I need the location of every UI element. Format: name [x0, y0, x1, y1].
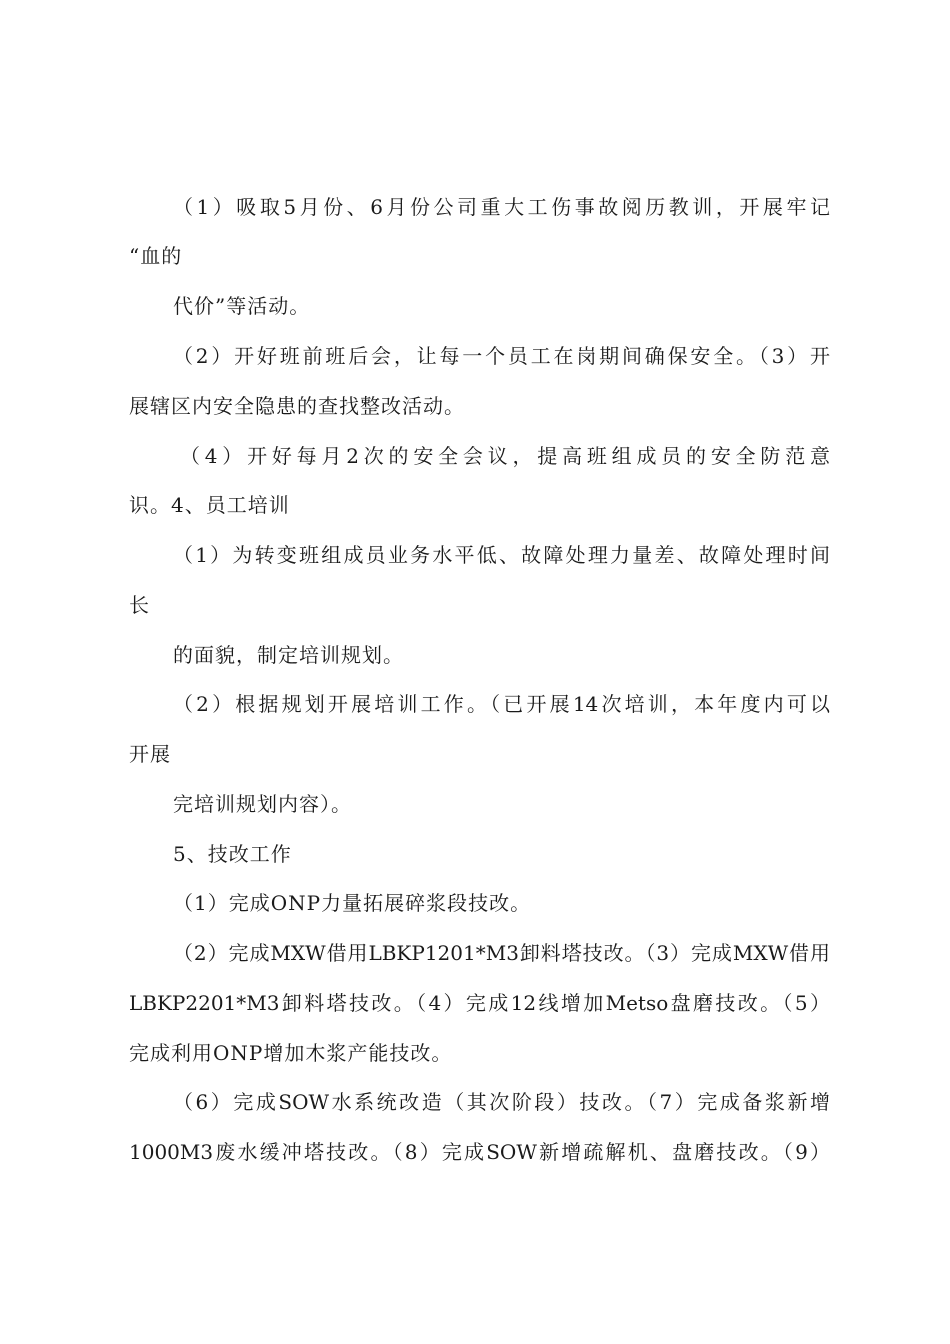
paragraph-line: “血的	[129, 244, 183, 268]
paragraph-line: （2）完成MXW借用LBKP1201*M3卸料塔技改。（3）完成MXW借用	[173, 941, 830, 965]
paragraph-line: 展辖区内安全隐患的查找整改活动。	[129, 394, 465, 418]
paragraph-line: LBKP2201*M3卸料塔技改。（4）完成12线增加Metso盘磨技改。（5）	[129, 991, 830, 1015]
paragraph-line: （1）为转变班组成员业务水平低、故障处理力量差、故障处理时间	[173, 543, 830, 567]
paragraph-line: （1）吸取5月份、6月份公司重大工伤事故阅历教训，开展牢记	[173, 195, 830, 219]
paragraph-line: 识。4、员工培训	[129, 493, 290, 517]
paragraph-line: （2）根据规划开展培训工作。（已开展14次培训，本年度内可以	[173, 692, 830, 716]
paragraph-line: 的面貌，制定培训规划。	[173, 643, 404, 667]
paragraph-line: （2）开好班前班后会，让每一个员工在岗期间确保安全。（3）开	[173, 344, 830, 368]
paragraph-line: 开展	[129, 742, 171, 766]
paragraph-line: （1）完成ONP力量拓展碎浆段技改。	[173, 891, 532, 915]
paragraph-line: 1000M3废水缓冲塔技改。（8）完成SOW新增疏解机、盘磨技改。（9）	[129, 1140, 830, 1164]
paragraph-line: 长	[129, 593, 150, 617]
paragraph-line: 完培训规划内容）。	[173, 792, 352, 816]
paragraph-line: （6）完成SOW水系统改造（其次阶段）技改。（7）完成备浆新增	[173, 1090, 830, 1114]
paragraph-line: 完成利用ONP增加木浆产能技改。	[129, 1041, 453, 1065]
paragraph-line: 代价”等活动。	[173, 294, 311, 318]
paragraph-line: （4）开好每月2次的安全会议，提高班组成员的安全防范意	[180, 444, 830, 468]
section-heading: 5、技改工作	[173, 842, 292, 866]
